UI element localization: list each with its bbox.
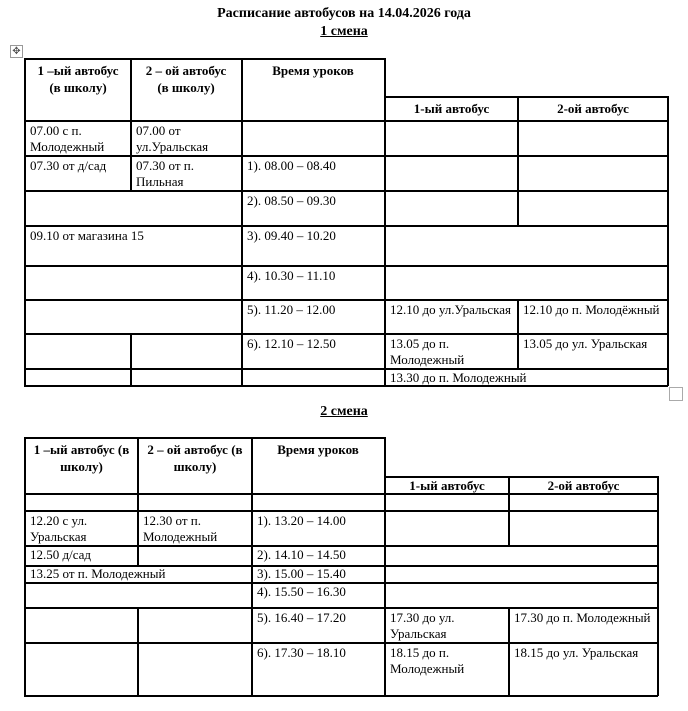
table-cell: 5). 11.20 – 12.00 <box>247 302 336 317</box>
table-cell: 18.15 до п. Молодежный <box>390 645 465 676</box>
table-border <box>667 96 669 386</box>
header-bus2-to-school: 2 – ой автобус (в школу) <box>145 63 227 95</box>
header-bus2-to-school: 2 – ой автобус (в школу) <box>147 442 243 474</box>
header-bus1-to-school: 1 –ый автобус (в школу) <box>33 442 130 474</box>
table-cell: 07.30 от п. Пильная <box>136 158 194 189</box>
table-cell: 13.30 до п. Молодежный <box>390 370 527 385</box>
table-cell: 2). 08.50 – 09.30 <box>247 193 336 208</box>
table-resize-handle-icon[interactable] <box>669 387 683 401</box>
table-border <box>24 58 26 386</box>
table-cell: 12.10 до п. Молодёжный <box>523 302 660 317</box>
table-cell: 18.15 до ул. Уральская <box>514 645 639 660</box>
table-border <box>130 333 132 386</box>
shift2-title <box>0 404 688 420</box>
header-lesson-time: Время уроков <box>272 63 354 78</box>
table-cell: 2). 14.10 – 14.50 <box>257 547 346 562</box>
table-cell: 5). 16.40 – 17.20 <box>257 610 346 625</box>
table-cell: 09.10 от магазина 15 <box>30 228 144 243</box>
header-bus1-to-school: 1 –ый автобус (в школу) <box>37 63 119 95</box>
table-cell: 13.25 от п. Молодежный <box>30 566 166 581</box>
header-lesson-time: Время уроков <box>277 442 359 457</box>
table-cell: 3). 09.40 – 10.20 <box>247 228 336 243</box>
table-cell: 12.30 от п. Молодежный <box>143 513 218 544</box>
table-cell: 13.05 до п. Молодежный <box>390 336 465 367</box>
table-cell: 17.30 до п. Молодежный <box>514 610 651 625</box>
table-cell: 1). 08.00 – 08.40 <box>247 158 336 173</box>
table-cell: 12.10 до ул.Уральская <box>390 302 512 317</box>
table-cell: 1). 13.20 – 14.00 <box>257 513 346 528</box>
header-bus2-return: 2-ой автобус <box>557 101 629 116</box>
header-bus1-return: 1-ый автобус <box>409 478 485 493</box>
header-bus1-return: 1-ый автобус <box>413 101 490 116</box>
table-cell: 07.00 от ул.Уральская <box>136 123 209 154</box>
table-cell: 13.05 до ул. Уральская <box>523 336 648 351</box>
shift1-title <box>0 24 688 40</box>
table-cell: 07.30 от д/сад <box>30 158 107 173</box>
table-cell: 17.30 до ул. Уральская <box>390 610 455 641</box>
table-cell: 3). 15.00 – 15.40 <box>257 566 346 581</box>
document-title: Расписание автобусов на 14.04.2026 года <box>217 6 471 21</box>
shift2-title-text: 2 смена <box>320 404 368 419</box>
table-cell: 6). 12.10 – 12.50 <box>247 336 336 351</box>
table-cell: 4). 10.30 – 11.10 <box>247 268 336 283</box>
table-cell: 12.20 с ул. Уральская <box>30 513 88 544</box>
table-border <box>137 607 139 696</box>
header-bus2-return: 2-ой автобус <box>547 478 620 493</box>
table-cell: 07.00 с п. Молодежный <box>30 123 105 154</box>
table-move-handle-icon[interactable]: ✥ <box>10 45 23 58</box>
table-cell: 12.50 д/сад <box>30 547 92 562</box>
table-cell: 6). 17.30 – 18.10 <box>257 645 346 660</box>
table-border <box>657 476 659 696</box>
table-cell: 4). 15.50 – 16.30 <box>257 584 346 599</box>
table-border <box>24 695 658 697</box>
shift1-title-text: 1 смена <box>320 24 368 39</box>
